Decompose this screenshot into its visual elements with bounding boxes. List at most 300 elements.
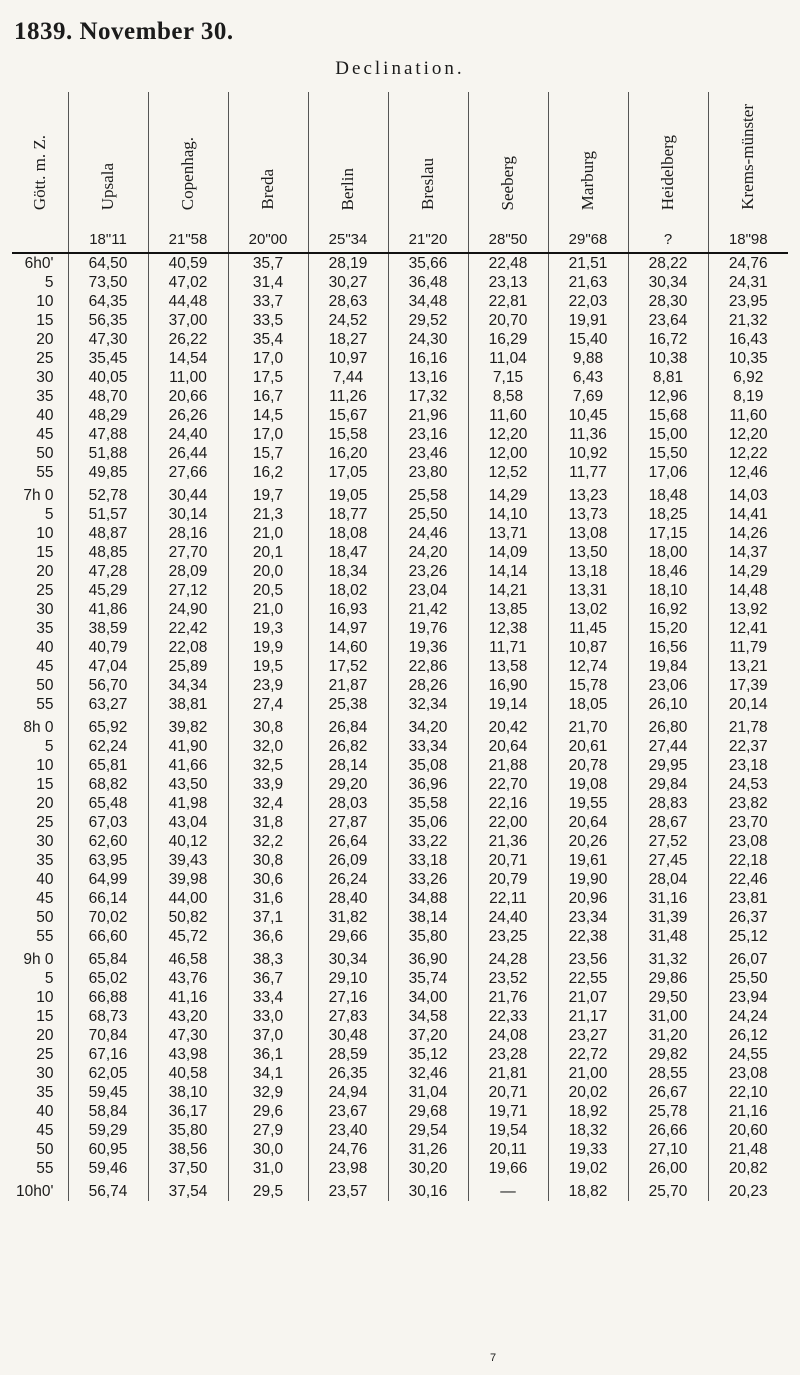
value-cell: 22,18: [708, 851, 788, 870]
value-cell: 20,42: [468, 714, 548, 737]
value-cell: 17,15: [628, 524, 708, 543]
value-cell: 28,67: [628, 813, 708, 832]
value-cell: 21,70: [548, 714, 628, 737]
value-cell: 27,87: [308, 813, 388, 832]
value-cell: 25,89: [148, 657, 228, 676]
time-cell: 15: [36, 776, 54, 793]
value-cell: 25,58: [388, 482, 468, 505]
value-cell: 12,74: [548, 657, 628, 676]
value-cell: 20,02: [548, 1083, 628, 1102]
value-cell: 21,87: [308, 676, 388, 695]
value-cell: 48,29: [68, 406, 148, 425]
value-cell: 23,13: [468, 273, 548, 292]
value-cell: 62,60: [68, 832, 148, 851]
value-cell: 24,24: [708, 1007, 788, 1026]
value-cell: 17,5: [228, 368, 308, 387]
table-row: [12, 756, 788, 775]
value-cell: 26,07: [708, 946, 788, 969]
value-cell: 19,7: [228, 482, 308, 505]
value-cell: 19,55: [548, 794, 628, 813]
value-cell: 13,73: [548, 505, 628, 524]
value-cell: 31,00: [628, 1007, 708, 1026]
value-cell: 63,27: [68, 695, 148, 714]
station-name: Breslau: [418, 158, 437, 210]
table-row: [12, 543, 788, 562]
table-row: [12, 1140, 788, 1159]
value-cell: 13,08: [548, 524, 628, 543]
value-cell: 13,16: [388, 368, 468, 387]
value-cell: 28,09: [148, 562, 228, 581]
table-row: [12, 368, 788, 387]
value-cell: 43,76: [148, 969, 228, 988]
table-row: [12, 482, 788, 505]
time-cell: 40: [36, 871, 54, 888]
value-cell: 26,82: [308, 737, 388, 756]
value-cell: 26,80: [628, 714, 708, 737]
value-cell: 33,0: [228, 1007, 308, 1026]
value-cell: 23,40: [308, 1121, 388, 1140]
value-cell: 31,26: [388, 1140, 468, 1159]
value-cell: 20,64: [548, 813, 628, 832]
value-cell: 21,81: [468, 1064, 548, 1083]
time-cell: 6h0': [24, 255, 54, 272]
value-cell: 26,44: [148, 444, 228, 463]
value-cell: 11,36: [548, 425, 628, 444]
value-cell: 19,08: [548, 775, 628, 794]
value-cell: 15,40: [548, 330, 628, 349]
value-cell: 62,05: [68, 1064, 148, 1083]
value-cell: 33,26: [388, 870, 468, 889]
value-cell: 49,85: [68, 463, 148, 482]
station-scale-value: 18"11: [89, 231, 127, 248]
value-cell: 18,82: [548, 1178, 628, 1201]
time-cell: 10: [36, 293, 54, 310]
station-scale-value: 25"34: [328, 231, 368, 248]
time-cell: 20: [36, 331, 54, 348]
value-cell: 19,84: [628, 657, 708, 676]
value-cell: 30,20: [388, 1159, 468, 1178]
value-cell: 70,02: [68, 908, 148, 927]
time-cell: 10: [36, 989, 54, 1006]
value-cell: 31,39: [628, 908, 708, 927]
value-cell: 23,18: [708, 756, 788, 775]
table-row: [12, 253, 788, 273]
value-cell: 59,29: [68, 1121, 148, 1140]
table-row: [12, 1007, 788, 1026]
value-cell: 22,38: [548, 927, 628, 946]
value-cell: 23,70: [708, 813, 788, 832]
value-cell: 22,10: [708, 1083, 788, 1102]
value-cell: 16,29: [468, 330, 548, 349]
value-cell: 16,90: [468, 676, 548, 695]
value-cell: 12,20: [468, 425, 548, 444]
value-cell: 24,52: [308, 311, 388, 330]
time-cell: 30: [36, 833, 54, 850]
time-cell: 5: [44, 274, 54, 291]
value-cell: 45,29: [68, 581, 148, 600]
column-header: [228, 92, 308, 253]
value-cell: 32,0: [228, 737, 308, 756]
table-row: [12, 908, 788, 927]
value-cell: 10,38: [628, 349, 708, 368]
value-cell: 26,22: [148, 330, 228, 349]
time-cell: 20: [36, 1027, 54, 1044]
value-cell: 12,38: [468, 619, 548, 638]
value-cell: 26,10: [628, 695, 708, 714]
value-cell: 23,04: [388, 581, 468, 600]
time-cell: 25: [36, 814, 54, 831]
value-cell: 31,16: [628, 889, 708, 908]
value-cell: 23,08: [708, 832, 788, 851]
value-cell: 28,59: [308, 1045, 388, 1064]
value-cell: 22,72: [548, 1045, 628, 1064]
value-cell: 14,10: [468, 505, 548, 524]
value-cell: 28,22: [628, 253, 708, 273]
time-cell: 20: [36, 563, 54, 580]
table-row: [12, 600, 788, 619]
value-cell: 14,29: [708, 562, 788, 581]
time-cell: 40: [36, 1103, 54, 1120]
value-cell: 22,42: [148, 619, 228, 638]
value-cell: 31,32: [628, 946, 708, 969]
value-cell: 22,70: [468, 775, 548, 794]
value-cell: 31,48: [628, 927, 708, 946]
value-cell: 22,16: [468, 794, 548, 813]
value-cell: 22,33: [468, 1007, 548, 1026]
value-cell: 36,96: [388, 775, 468, 794]
table-row: [12, 695, 788, 714]
value-cell: 40,12: [148, 832, 228, 851]
value-cell: 24,40: [468, 908, 548, 927]
station-scale-value: ?: [663, 231, 673, 248]
value-cell: 20,11: [468, 1140, 548, 1159]
value-cell: 30,44: [148, 482, 228, 505]
page-title: Declination.: [335, 58, 465, 79]
value-cell: 41,90: [148, 737, 228, 756]
value-cell: 10,97: [308, 349, 388, 368]
value-cell: 30,0: [228, 1140, 308, 1159]
value-cell: 28,14: [308, 756, 388, 775]
value-cell: 48,85: [68, 543, 148, 562]
value-cell: 66,88: [68, 988, 148, 1007]
value-cell: 21,16: [708, 1102, 788, 1121]
value-cell: 19,71: [468, 1102, 548, 1121]
value-cell: 38,59: [68, 619, 148, 638]
value-cell: 14,29: [468, 482, 548, 505]
value-cell: 13,31: [548, 581, 628, 600]
table-row: [12, 292, 788, 311]
table-row: [12, 714, 788, 737]
value-cell: 41,86: [68, 600, 148, 619]
table-row: [12, 946, 788, 969]
value-cell: 47,02: [148, 273, 228, 292]
column-header: [68, 92, 148, 253]
value-cell: 34,48: [388, 292, 468, 311]
value-cell: 24,08: [468, 1026, 548, 1045]
table-row: [12, 273, 788, 292]
time-cell: 15: [36, 1008, 54, 1025]
value-cell: 27,52: [628, 832, 708, 851]
value-cell: 67,03: [68, 813, 148, 832]
value-cell: 24,76: [708, 253, 788, 273]
value-cell: 59,46: [68, 1159, 148, 1178]
value-cell: 22,86: [388, 657, 468, 676]
value-cell: 37,00: [148, 311, 228, 330]
value-cell: 68,73: [68, 1007, 148, 1026]
value-cell: 35,12: [388, 1045, 468, 1064]
value-cell: 27,66: [148, 463, 228, 482]
value-cell: 64,50: [68, 253, 148, 273]
value-cell: 33,9: [228, 775, 308, 794]
value-cell: 64,35: [68, 292, 148, 311]
value-cell: 64,99: [68, 870, 148, 889]
value-cell: 33,4: [228, 988, 308, 1007]
value-cell: 13,92: [708, 600, 788, 619]
value-cell: 28,19: [308, 253, 388, 273]
value-cell: 21,32: [708, 311, 788, 330]
value-cell: 21,0: [228, 524, 308, 543]
table-row: [12, 775, 788, 794]
value-cell: 29,86: [628, 969, 708, 988]
value-cell: 47,28: [68, 562, 148, 581]
value-cell: 30,48: [308, 1026, 388, 1045]
value-cell: 23,06: [628, 676, 708, 695]
value-cell: 20,5: [228, 581, 308, 600]
time-cell: 55: [36, 928, 54, 945]
table-row: [12, 562, 788, 581]
value-cell: 30,34: [628, 273, 708, 292]
value-cell: 30,8: [228, 851, 308, 870]
station-scale-value: 21"20: [408, 231, 448, 248]
value-cell: 10,35: [708, 349, 788, 368]
time-cell: 5: [44, 970, 54, 987]
value-cell: 19,5: [228, 657, 308, 676]
value-cell: 27,44: [628, 737, 708, 756]
value-cell: 24,28: [468, 946, 548, 969]
column-header: [628, 92, 708, 253]
value-cell: 7,15: [468, 368, 548, 387]
value-cell: 32,2: [228, 832, 308, 851]
time-cell: 10: [36, 757, 54, 774]
value-cell: 56,74: [68, 1178, 148, 1201]
value-cell: 22,81: [468, 292, 548, 311]
time-cell: 40: [36, 639, 54, 656]
value-cell: 21,17: [548, 1007, 628, 1026]
value-cell: 29,6: [228, 1102, 308, 1121]
station-name: Gött. m. Z.: [29, 134, 49, 210]
value-cell: 17,06: [628, 463, 708, 482]
value-cell: 37,0: [228, 1026, 308, 1045]
table-row: [12, 524, 788, 543]
station-name: Berlin: [338, 167, 357, 210]
value-cell: 35,66: [388, 253, 468, 273]
value-cell: 15,7: [228, 444, 308, 463]
time-cell: 30: [36, 1065, 54, 1082]
value-cell: 23,27: [548, 1026, 628, 1045]
value-cell: 16,93: [308, 600, 388, 619]
value-cell: 23,94: [708, 988, 788, 1007]
value-cell: 31,6: [228, 889, 308, 908]
value-cell: 21,48: [708, 1140, 788, 1159]
table-row: [12, 1045, 788, 1064]
time-cell: 50: [36, 909, 54, 926]
value-cell: 38,81: [148, 695, 228, 714]
station-scale-value: 21"58: [168, 231, 208, 248]
table-row: [12, 387, 788, 406]
value-cell: 66,60: [68, 927, 148, 946]
value-cell: 24,46: [388, 524, 468, 543]
value-cell: 22,48: [468, 253, 548, 273]
table-row: [12, 406, 788, 425]
value-cell: 28,83: [628, 794, 708, 813]
value-cell: 23,80: [388, 463, 468, 482]
value-cell: 20,82: [708, 1159, 788, 1178]
value-cell: 25,12: [708, 927, 788, 946]
value-cell: 27,70: [148, 543, 228, 562]
value-cell: 22,03: [548, 292, 628, 311]
value-cell: 14,54: [148, 349, 228, 368]
value-cell: 21,0: [228, 600, 308, 619]
value-cell: 12,46: [708, 463, 788, 482]
value-cell: 39,82: [148, 714, 228, 737]
value-cell: 30,34: [308, 946, 388, 969]
value-cell: 16,16: [388, 349, 468, 368]
value-cell: 18,32: [548, 1121, 628, 1140]
value-cell: 37,1: [228, 908, 308, 927]
value-cell: 23,95: [708, 292, 788, 311]
value-cell: 16,92: [628, 600, 708, 619]
value-cell: 19,9: [228, 638, 308, 657]
value-cell: 58,84: [68, 1102, 148, 1121]
value-cell: 18,00: [628, 543, 708, 562]
value-cell: 36,1: [228, 1045, 308, 1064]
value-cell: 24,53: [708, 775, 788, 794]
value-cell: 23,26: [388, 562, 468, 581]
value-cell: 14,03: [708, 482, 788, 505]
value-cell: 21,36: [468, 832, 548, 851]
value-cell: 14,5: [228, 406, 308, 425]
value-cell: 11,60: [468, 406, 548, 425]
value-cell: 28,16: [148, 524, 228, 543]
time-cell: 30: [36, 369, 54, 386]
value-cell: 35,4: [228, 330, 308, 349]
value-cell: 15,78: [548, 676, 628, 695]
column-header: [708, 92, 788, 253]
value-cell: 10,92: [548, 444, 628, 463]
value-cell: 21,07: [548, 988, 628, 1007]
value-cell: 15,58: [308, 425, 388, 444]
value-cell: 13,02: [548, 600, 628, 619]
value-cell: 14,09: [468, 543, 548, 562]
value-cell: 11,71: [468, 638, 548, 657]
value-cell: 27,83: [308, 1007, 388, 1026]
column-header: [468, 92, 548, 253]
value-cell: 18,05: [548, 695, 628, 714]
station-name: Krems-münster: [738, 104, 758, 210]
value-cell: 25,78: [628, 1102, 708, 1121]
header-row: [12, 92, 788, 253]
value-cell: 17,32: [388, 387, 468, 406]
value-cell: 20,0: [228, 562, 308, 581]
value-cell: 29,5: [228, 1178, 308, 1201]
time-cell: 55: [36, 696, 54, 713]
value-cell: 44,48: [148, 292, 228, 311]
value-cell: 63,95: [68, 851, 148, 870]
value-cell: 20,96: [548, 889, 628, 908]
column-header: [308, 92, 388, 253]
time-cell: 50: [36, 445, 54, 462]
time-cell: 5: [44, 506, 54, 523]
value-cell: 36,17: [148, 1102, 228, 1121]
table-row: [12, 1178, 788, 1201]
station-name: Heidelberg: [658, 134, 677, 210]
table-row: [12, 425, 788, 444]
value-cell: 37,50: [148, 1159, 228, 1178]
value-cell: 28,40: [308, 889, 388, 908]
value-cell: 62,24: [68, 737, 148, 756]
time-cell: 45: [36, 658, 54, 675]
value-cell: 8,58: [468, 387, 548, 406]
value-cell: 40,05: [68, 368, 148, 387]
table-row: [12, 1083, 788, 1102]
time-cell: 15: [36, 312, 54, 329]
value-cell: 28,55: [628, 1064, 708, 1083]
value-cell: 12,52: [468, 463, 548, 482]
value-cell: 38,14: [388, 908, 468, 927]
column-header: [548, 92, 628, 253]
value-cell: 41,98: [148, 794, 228, 813]
station-name: Marburg: [578, 150, 597, 210]
value-cell: 18,48: [628, 482, 708, 505]
station-scale-value: 28"50: [488, 231, 528, 248]
value-cell: 26,24: [308, 870, 388, 889]
time-cell: 7h 0: [23, 487, 54, 504]
value-cell: 38,10: [148, 1083, 228, 1102]
value-cell: 32,4: [228, 794, 308, 813]
value-cell: 26,84: [308, 714, 388, 737]
value-cell: 28,26: [388, 676, 468, 695]
value-cell: 48,70: [68, 387, 148, 406]
value-cell: 23,57: [308, 1178, 388, 1201]
value-cell: 41,66: [148, 756, 228, 775]
value-cell: 34,1: [228, 1064, 308, 1083]
value-cell: 33,34: [388, 737, 468, 756]
value-cell: 29,52: [388, 311, 468, 330]
value-cell: 18,02: [308, 581, 388, 600]
value-cell: 31,8: [228, 813, 308, 832]
value-cell: 13,21: [708, 657, 788, 676]
value-cell: 14,26: [708, 524, 788, 543]
value-cell: 20,66: [148, 387, 228, 406]
value-cell: 25,70: [628, 1178, 708, 1201]
value-cell: 32,9: [228, 1083, 308, 1102]
value-cell: 35,06: [388, 813, 468, 832]
value-cell: 29,66: [308, 927, 388, 946]
value-cell: 21,88: [468, 756, 548, 775]
value-cell: 22,46: [708, 870, 788, 889]
value-cell: 14,14: [468, 562, 548, 581]
value-cell: 52,78: [68, 482, 148, 505]
value-cell: 65,02: [68, 969, 148, 988]
table-row: [12, 927, 788, 946]
table-row: [12, 1026, 788, 1045]
value-cell: 14,60: [308, 638, 388, 657]
time-cell: 45: [36, 890, 54, 907]
value-cell: 11,79: [708, 638, 788, 657]
value-cell: 60,95: [68, 1140, 148, 1159]
value-cell: 23,82: [708, 794, 788, 813]
value-cell: 40,58: [148, 1064, 228, 1083]
